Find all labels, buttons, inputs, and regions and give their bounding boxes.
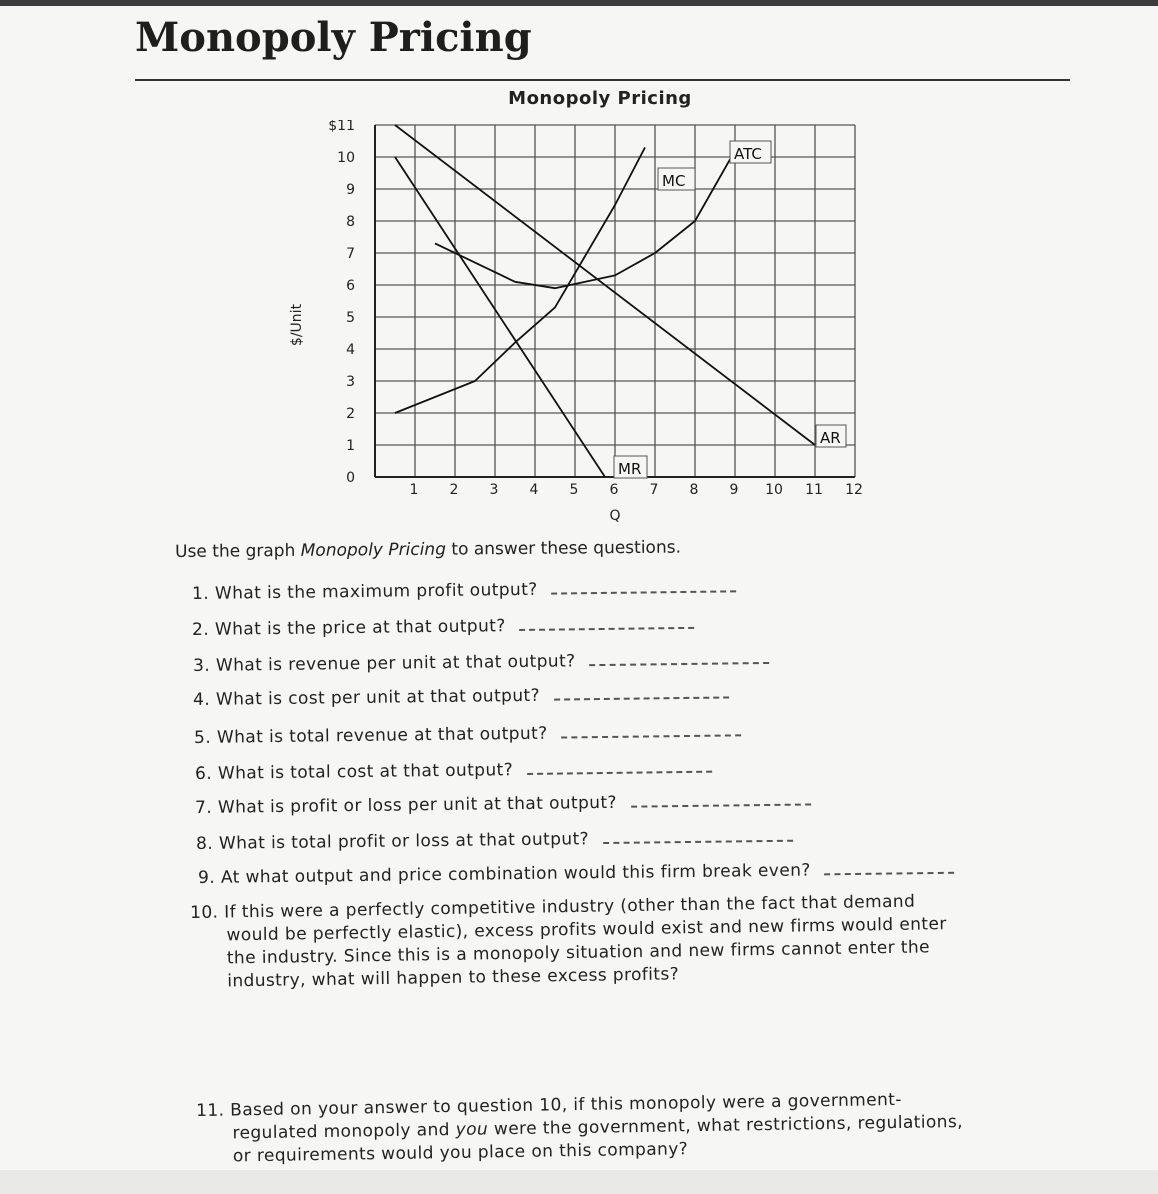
answer-blank-5[interactable]	[561, 733, 741, 738]
x-tick-label: 5	[569, 482, 579, 498]
question-3	[193, 649, 769, 676]
question-10-line-1: If this were a perfectly competitive industry (other than the fact that demand	[224, 891, 916, 923]
x-tick-label: 8	[689, 482, 699, 498]
question-11-line-2-prefix: regulated monopoly and	[232, 1119, 456, 1144]
y-tick-label: 5	[346, 310, 355, 326]
question-5	[194, 721, 742, 748]
question-text: What is total revenue at that output?	[216, 723, 548, 748]
instructions-text	[175, 538, 681, 562]
question-number: 3.	[193, 655, 211, 676]
y-tick-label: 9	[346, 182, 355, 198]
question-text: What is the price at that output?	[214, 616, 506, 640]
question-10-line-4: industry, what will happen to these excess profits?	[227, 964, 680, 992]
monopoly-pricing-chart	[270, 120, 890, 530]
x-tick-label: 7	[649, 482, 659, 498]
question-number: 7.	[195, 797, 213, 818]
page-title: Monopoly Pricing	[135, 14, 532, 61]
question-text: What is total profit or loss at that output?	[218, 829, 590, 854]
y-tick-label: 7	[346, 246, 355, 262]
page-bottom-shade	[0, 1170, 1158, 1194]
question-number: 6.	[195, 763, 213, 784]
title-rule	[135, 79, 1070, 81]
question-number: 5.	[194, 727, 212, 748]
answer-blank-3[interactable]	[589, 661, 769, 666]
x-tick-label: 12	[845, 482, 863, 498]
answer-blank-9[interactable]	[825, 871, 955, 876]
question-6	[195, 758, 712, 784]
question-4	[193, 683, 729, 710]
question-11-line-1: Based on your answer to question 10, if this monopoly were a government-	[230, 1089, 902, 1121]
question-11-line-2-emphasis: you	[455, 1119, 489, 1140]
question-number: 8.	[196, 833, 214, 854]
question-text: What is total cost at that output?	[217, 760, 514, 784]
y-tick-label: 3	[346, 374, 355, 390]
x-tick-label: 2	[449, 482, 459, 498]
intro-graph-title: Monopoly Pricing	[300, 539, 447, 561]
y-tick-label: 8	[346, 214, 355, 230]
question-text: What is profit or loss per unit at that output?	[217, 792, 618, 818]
question-text: What is the maximum profit output?	[214, 579, 538, 604]
answer-blank-8[interactable]	[603, 839, 793, 844]
y-tick-label: 6	[346, 278, 355, 294]
x-tick-label: 4	[529, 482, 539, 498]
question-text: At what output and price combination would this firm break even?	[220, 860, 811, 888]
question-number: 9.	[198, 867, 216, 888]
y-tick-label: 10	[337, 150, 355, 166]
atc-curve-label: ATC	[734, 145, 762, 163]
ar-curve-label: AR	[820, 429, 841, 447]
question-8	[196, 827, 793, 854]
chart-curves	[395, 125, 815, 477]
question-number: 11.	[196, 1100, 225, 1121]
question-number: 2.	[192, 619, 210, 640]
question-10-line-3: the industry. Since this is a monopoly situation and new firms cannot enter the	[226, 937, 931, 969]
mr-curve-label: MR	[618, 460, 642, 478]
question-number: 1.	[192, 583, 210, 604]
question-number: 4.	[193, 689, 211, 710]
mc-curve-label: MC	[662, 172, 686, 190]
question-number: 10.	[190, 902, 219, 923]
answer-blank-2[interactable]	[520, 626, 695, 631]
answer-blank-6[interactable]	[527, 770, 712, 775]
intro-prefix: Use the graph	[175, 540, 301, 562]
x-tick-label: 1	[409, 482, 419, 498]
y-tick-label: 2	[346, 406, 355, 422]
top-edge-strip	[0, 0, 1158, 6]
question-9	[198, 859, 955, 888]
mc-curve	[395, 147, 645, 413]
question-1	[192, 577, 737, 604]
x-tick-label: 11	[805, 482, 823, 498]
x-tick-label: 6	[609, 482, 619, 498]
y-tick-label: 4	[346, 342, 355, 358]
x-tick-label: 9	[729, 482, 739, 498]
answer-blank-4[interactable]	[554, 695, 729, 700]
question-10-line-2: would be perfectly elastic), excess profits would exist and new firms would enter	[226, 914, 947, 946]
answer-blank-7[interactable]	[631, 802, 811, 807]
intro-suffix: to answer these questions.	[445, 537, 682, 560]
x-axis-title: Q	[609, 508, 621, 524]
question-text: What is cost per unit at that output?	[215, 685, 541, 710]
question-text: What is revenue per unit at that output?	[215, 651, 576, 676]
question-11-line-2-suffix: were the government, what restrictions, regulations,	[487, 1111, 964, 1140]
x-tick-label: 3	[489, 482, 499, 498]
chart-grid	[375, 125, 855, 477]
x-tick-label: 10	[765, 482, 783, 498]
y-tick-label: 0	[346, 470, 355, 486]
question-11	[196, 1088, 963, 1169]
chart-title: Monopoly Pricing	[508, 88, 692, 109]
y-axis-title: $/Unit	[289, 303, 305, 347]
question-2	[192, 614, 695, 640]
question-10	[190, 890, 948, 994]
y-tick-label: 1	[346, 438, 355, 454]
answer-blank-1[interactable]	[551, 589, 736, 594]
question-7	[195, 790, 811, 818]
question-11-line-3: or requirements would you place on this company?	[232, 1139, 689, 1167]
y-tick-label: $11	[328, 120, 355, 134]
